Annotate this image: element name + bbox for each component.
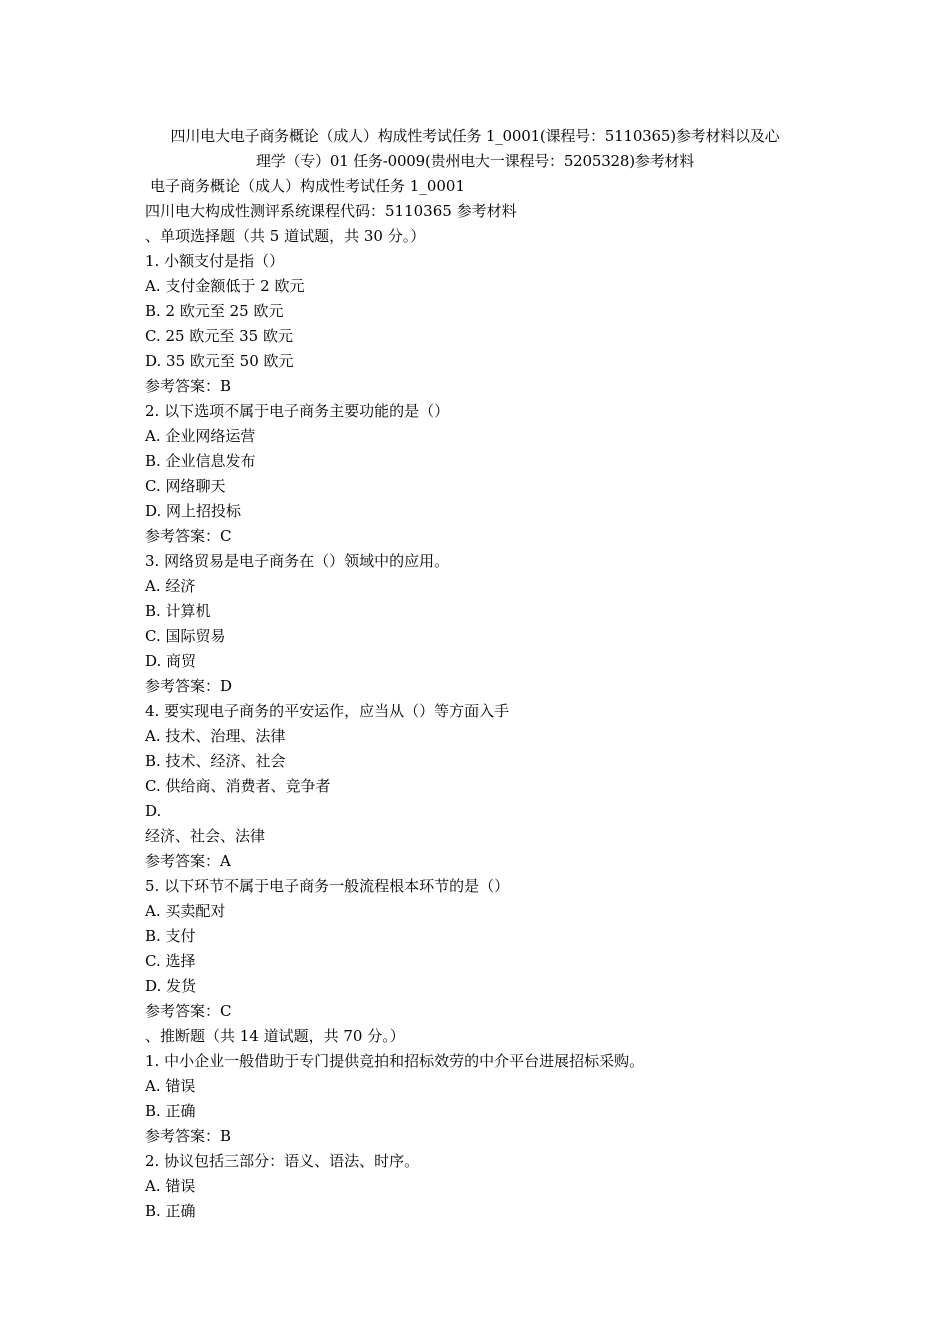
- section-heading: 、单项选择题（共 5 道试题，共 30 分。）: [145, 227, 426, 245]
- option-line: C. 25 欧元至 35 欧元: [145, 327, 293, 345]
- option-line: A. 错误: [145, 1077, 196, 1095]
- option-line: C. 国际贸易: [145, 627, 226, 645]
- option-line: A. 企业网络运营: [145, 427, 256, 445]
- option-line: B. 支付: [145, 927, 196, 945]
- answer-line: 参考答案：C: [145, 527, 232, 545]
- option-line: B. 技术、经济、社会: [145, 752, 286, 770]
- question-line: 4. 要实现电子商务的平安运作，应当从（）等方面入手: [145, 702, 510, 720]
- question-line: 2. 协议包括三部分：语义、语法、时序。: [145, 1152, 420, 1170]
- document-body: [145, 174, 825, 1224]
- option-line: B. 正确: [145, 1102, 196, 1120]
- question-line: 2. 以下选项不属于电子商务主要功能的是（）: [145, 402, 450, 420]
- option-line: B. 计算机: [145, 602, 211, 620]
- answer-line: 参考答案：C: [145, 1002, 232, 1020]
- document-title: [120, 124, 830, 174]
- option-line: D. 网上招投标: [145, 502, 242, 520]
- title-line-2: 理学（专）01 任务-0009(贵州电大一课程号：5205328)参考材料: [255, 152, 695, 170]
- question-line: 1. 小额支付是指（）: [145, 252, 285, 270]
- answer-line: 参考答案：B: [145, 377, 232, 395]
- question-line: 5. 以下环节不属于电子商务一般流程根本环节的是（）: [145, 877, 510, 895]
- text-line: 经济、社会、法律: [145, 827, 266, 845]
- option-line: C. 供给商、消费者、竞争者: [145, 777, 331, 795]
- answer-line: 参考答案：B: [145, 1127, 232, 1145]
- option-line: B. 2 欧元至 25 欧元: [145, 302, 284, 320]
- option-line: D. 商贸: [145, 652, 197, 670]
- option-line: C. 网络聊天: [145, 477, 226, 495]
- option-line: D.: [145, 802, 162, 820]
- option-line: B. 企业信息发布: [145, 452, 256, 470]
- option-line: D. 35 欧元至 50 欧元: [145, 352, 294, 370]
- question-line: 3. 网络贸易是电子商务在（）领域中的应用。: [145, 552, 450, 570]
- text-line: 四川电大构成性测评系统课程代码：5110365 参考材料: [145, 202, 517, 220]
- line-list: [145, 199, 825, 1224]
- document-subtitle: 电子商务概论（成人）构成性考试任务 1_0001: [150, 177, 465, 195]
- option-line: A. 技术、治理、法律: [145, 727, 286, 745]
- option-line: A. 支付金额低于 2 欧元: [145, 277, 305, 295]
- option-line: C. 选择: [145, 952, 196, 970]
- option-line: B. 正确: [145, 1202, 196, 1220]
- question-line: 1. 中小企业一般借助于专门提供竞拍和招标效劳的中介平台进展招标采购。: [145, 1052, 645, 1070]
- answer-line: 参考答案：D: [145, 677, 233, 695]
- answer-line: 参考答案：A: [145, 852, 231, 870]
- title-line-1: 四川电大电子商务概论（成人）构成性考试任务 1_0001(课程号：5110365)参考材料以及心: [170, 127, 780, 145]
- option-line: A. 买卖配对: [145, 902, 226, 920]
- option-line: D. 发货: [145, 977, 197, 995]
- option-line: A. 错误: [145, 1177, 196, 1195]
- section-heading: 、推断题（共 14 道试题，共 70 分。）: [145, 1027, 405, 1045]
- option-line: A. 经济: [145, 577, 196, 595]
